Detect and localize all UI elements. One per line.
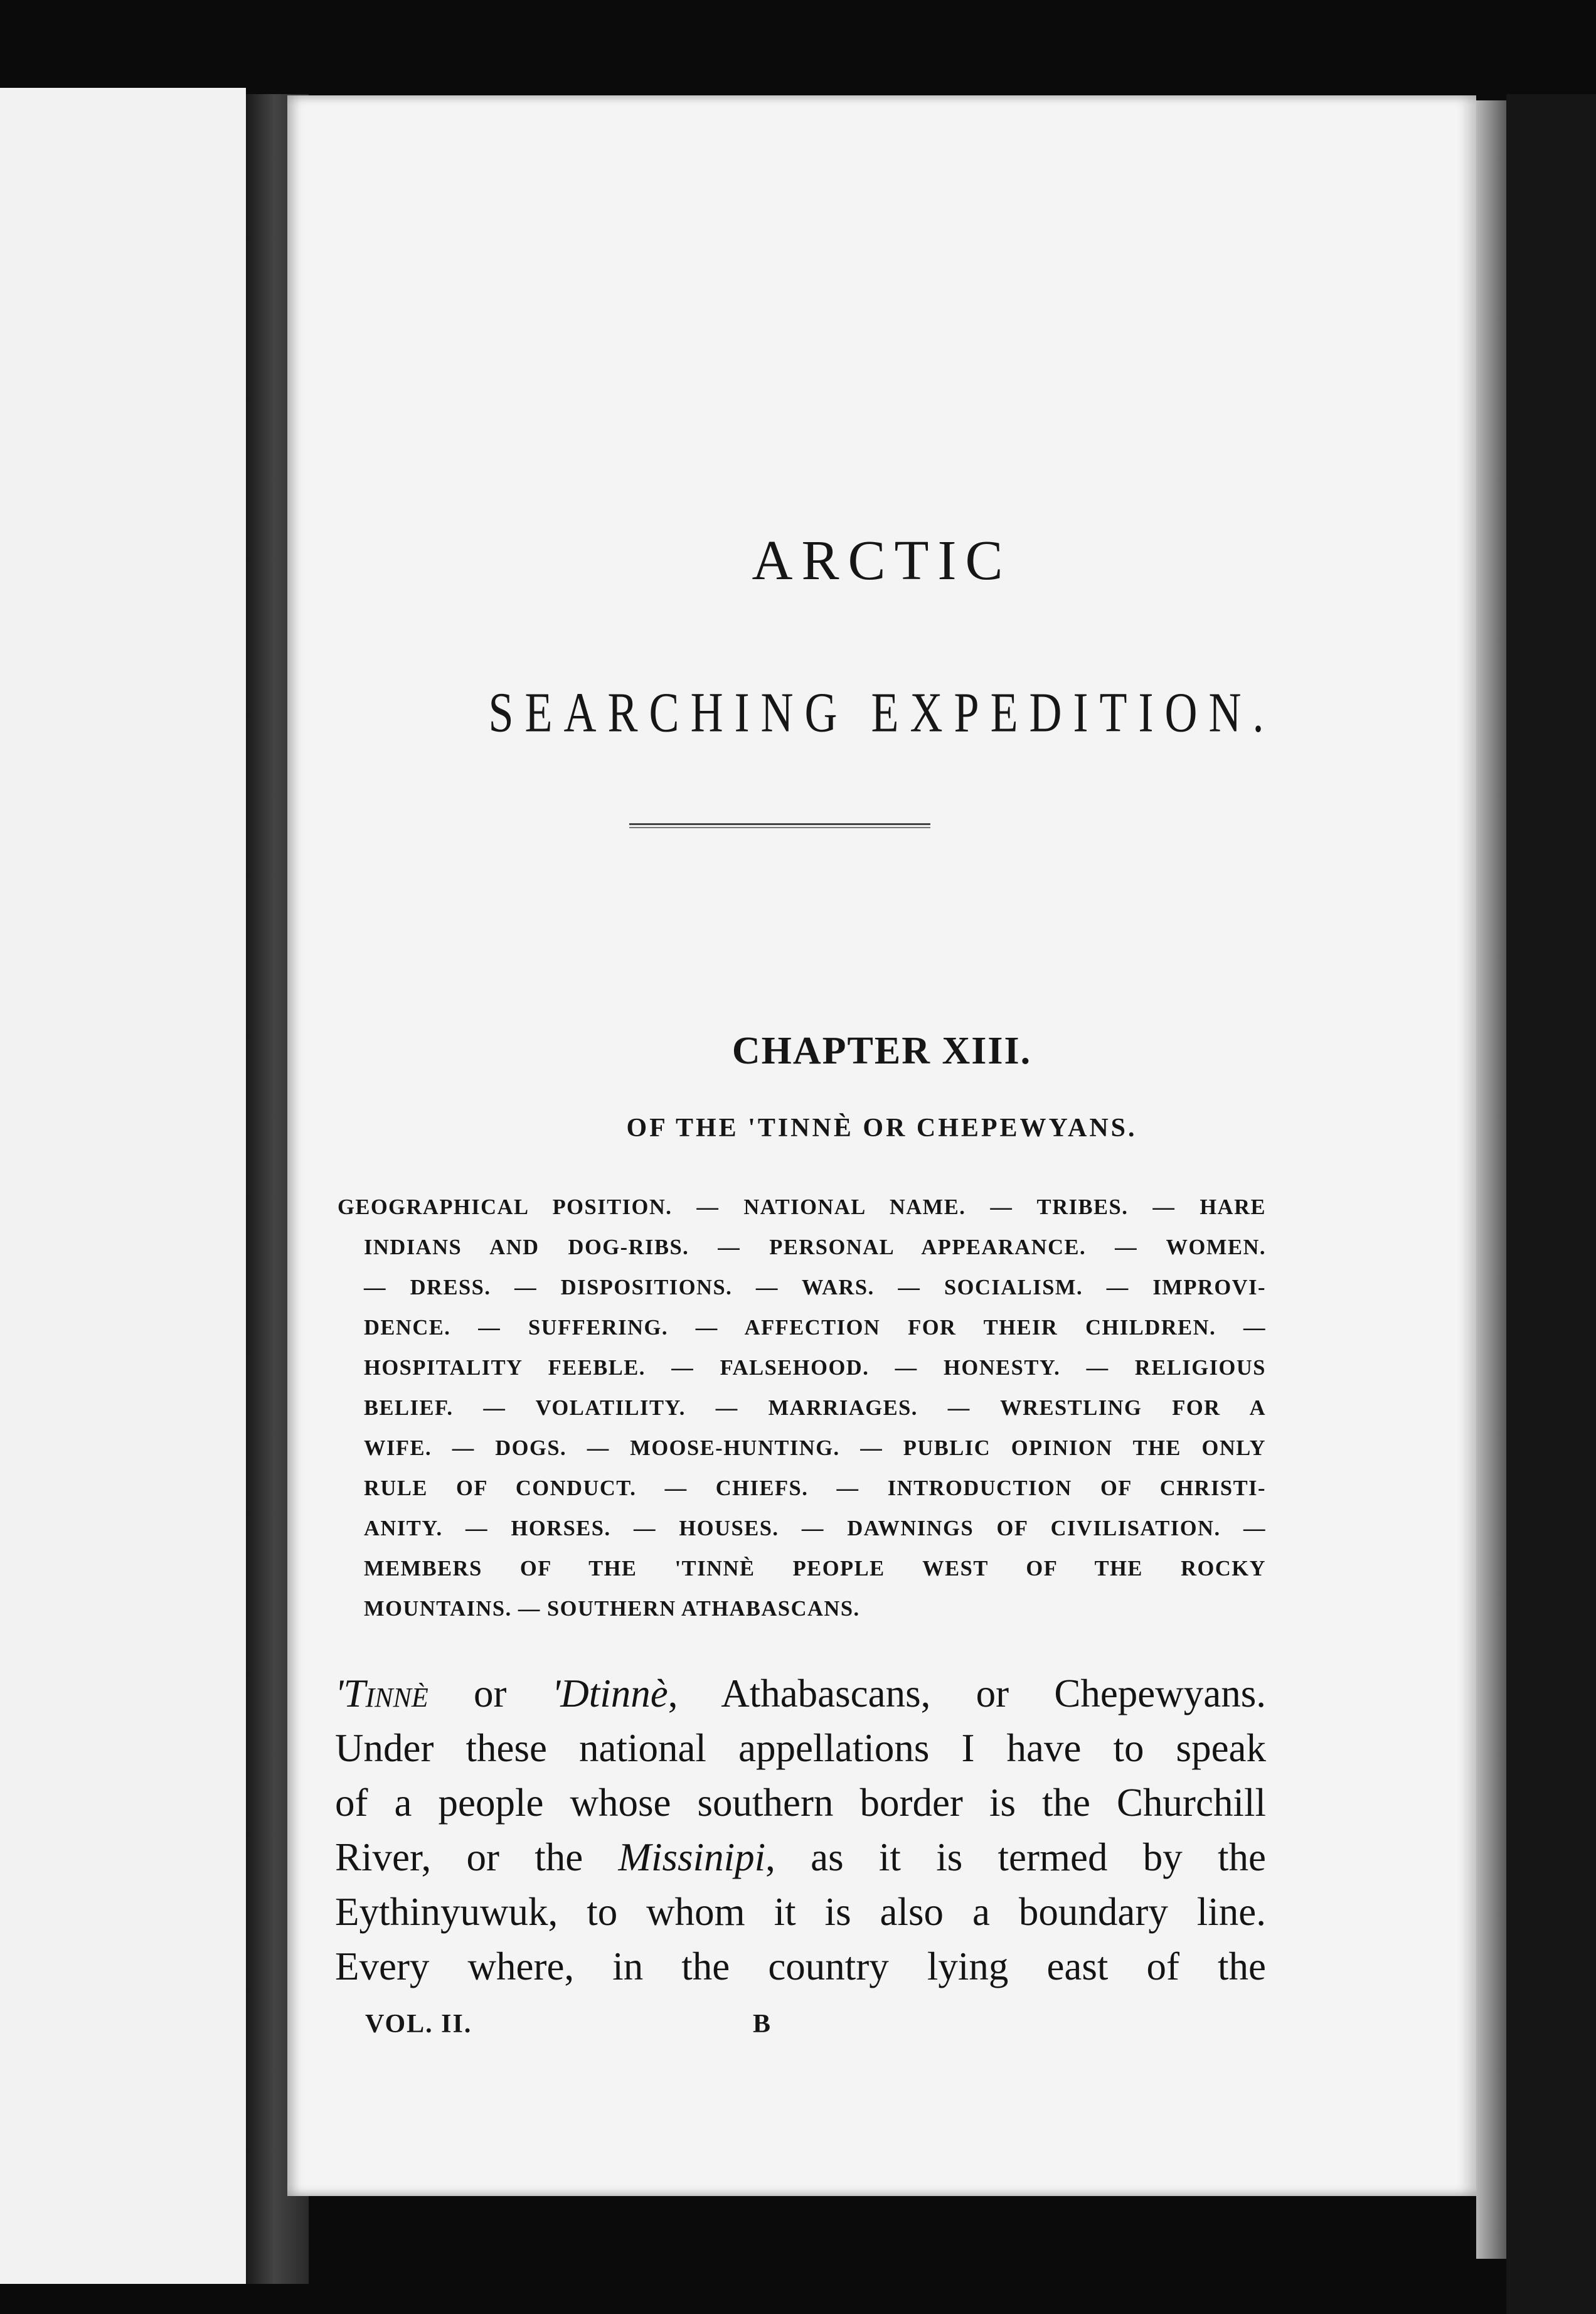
body-line: Every where, in the country lying east of the	[335, 1944, 1266, 1988]
body-text-segment: or	[428, 1672, 552, 1715]
term-tinne: 'Tinnè	[335, 1672, 428, 1715]
body-text-segment: , as it is termed by the	[765, 1835, 1267, 1879]
body-line: Eythinyuwuk, to whom it is also a boundary line.	[335, 1890, 1266, 1934]
synopsis-line: HOSPITALITY FEEBLE. — FALSEHOOD. — HONESTY. — RELIGIOUS	[364, 1356, 1266, 1380]
signature-mark: B	[753, 2010, 771, 2039]
synopsis-line: MOUNTAINS. — SOUTHERN ATHABASCANS.	[364, 1597, 860, 1621]
synopsis-line: — DRESS. — DISPOSITIONS. — WARS. — SOCIALISM. — IMPROVI-	[364, 1276, 1266, 1299]
body-line	[335, 1666, 1266, 1721]
synopsis-line: DENCE. — SUFFERING. — AFFECTION FOR THEIR CHILDREN. —	[364, 1316, 1266, 1340]
body-text-segment: , Athabascans, or Chepewyans.	[668, 1672, 1266, 1715]
term-dtinne: 'Dtinnè	[551, 1672, 668, 1715]
body-paragraph	[335, 1666, 1266, 1994]
facing-page-left	[0, 88, 246, 2284]
book-title-line-2: SEARCHING EXPEDITION.	[488, 681, 1275, 744]
synopsis-line: WIFE. — DOGS. — MOOSE-HUNTING. — PUBLIC OPINION THE ONLY	[364, 1436, 1266, 1460]
chapter-title: CHAPTER XIII.	[732, 1030, 1032, 1072]
synopsis-line: GEOGRAPHICAL POSITION. — NATIONAL NAME. — TRIBES. — HARE	[338, 1195, 1266, 1219]
volume-label: VOL. II.	[365, 2010, 472, 2039]
chapter-subtitle: OF THE 'TINNÈ OR CHEPEWYANS.	[626, 1114, 1137, 1143]
body-line	[335, 1830, 1266, 1885]
title-rule	[629, 823, 930, 828]
synopsis-line: INDIANS AND DOG-RIBS. — PERSONAL APPEARANCE. — WOMEN.	[364, 1235, 1266, 1259]
term-missinipi: Missinipi	[618, 1835, 766, 1879]
body-line: of a people whose southern border is the Churchill	[335, 1781, 1266, 1825]
synopsis-line: BELIEF. — VOLATILITY. — MARRIAGES. — WRESTLING FOR A	[364, 1396, 1266, 1420]
body-text-segment: River, or the	[335, 1835, 619, 1879]
synopsis-line: ANITY. — HORSES. — HOUSES. — DAWNINGS OF CIVILISATION. —	[364, 1517, 1266, 1540]
synopsis-line: RULE OF CONDUCT. — CHIEFS. — INTRODUCTION OF CHRISTI-	[364, 1476, 1266, 1500]
book-page	[287, 95, 1476, 2196]
scan-background-right	[1506, 94, 1596, 2314]
page-fore-edge	[1476, 100, 1506, 2259]
chapter-synopsis	[338, 1187, 1266, 1629]
synopsis-line: MEMBERS OF THE 'TINNÈ PEOPLE WEST OF THE ROCKY	[364, 1557, 1266, 1581]
book-title-line-1: ARCTIC	[752, 530, 1012, 592]
body-line: Under these national appellations I have to speak	[335, 1726, 1266, 1770]
